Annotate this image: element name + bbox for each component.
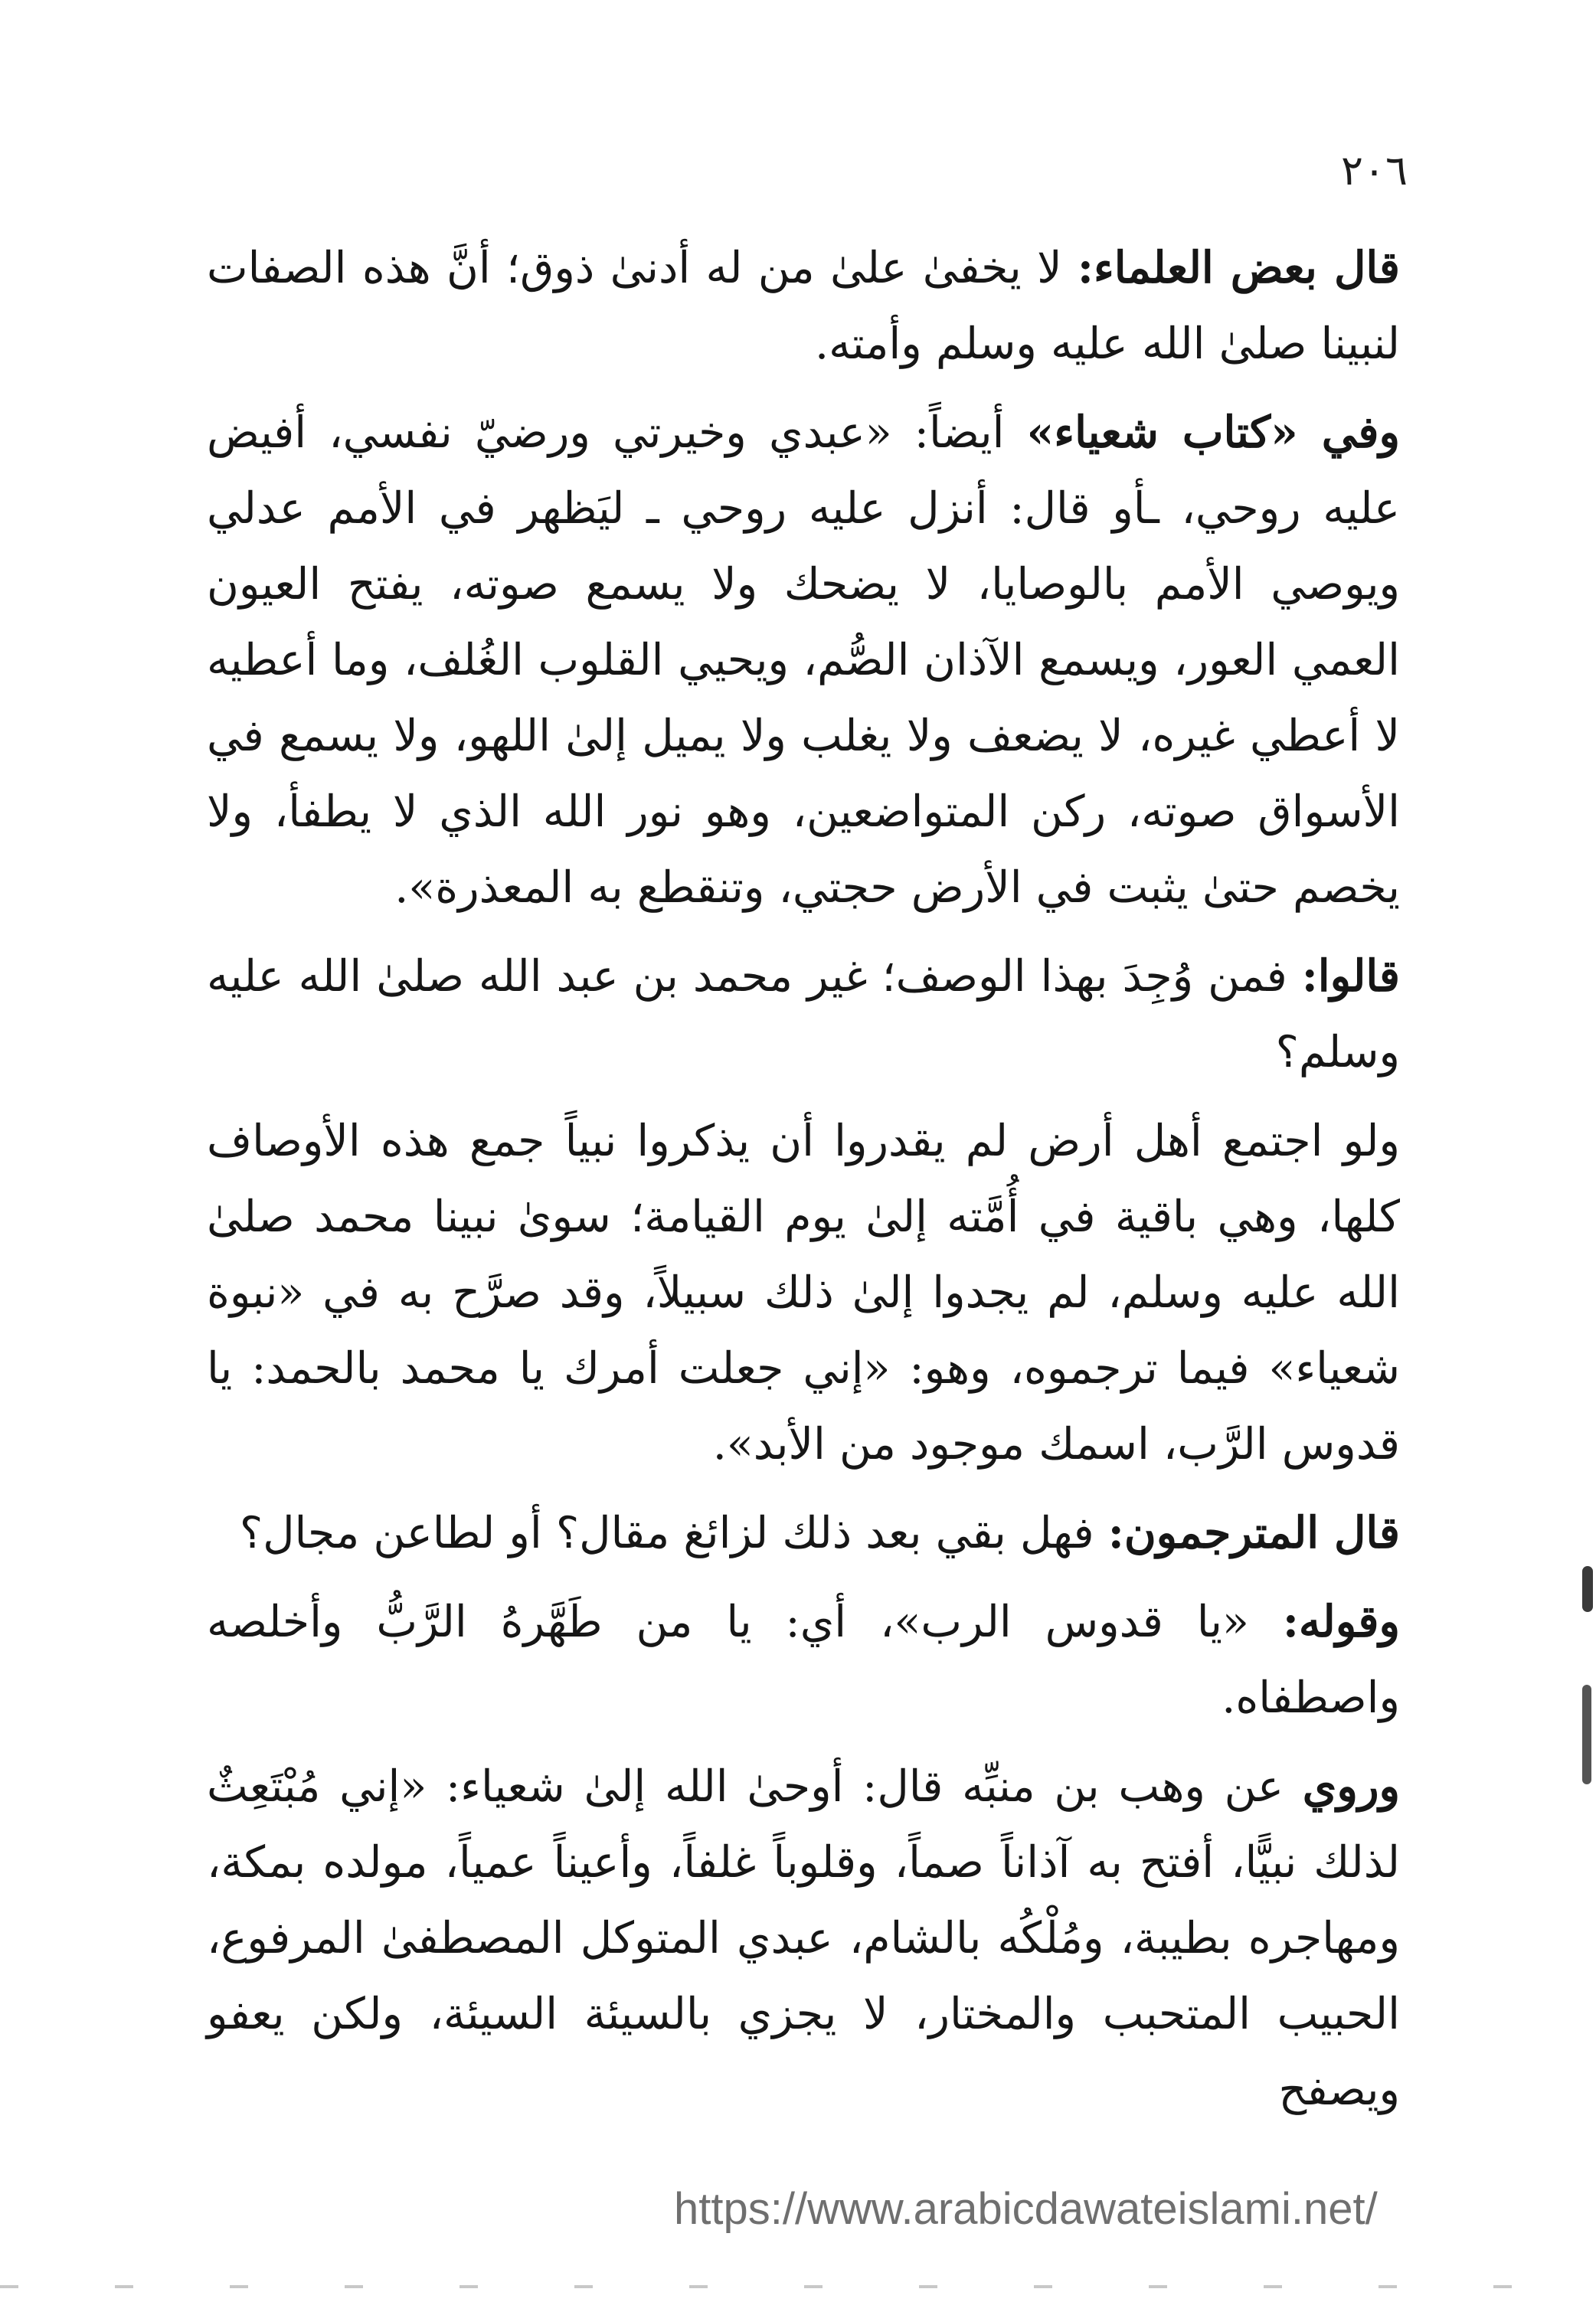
scan-bottom-noise: [0, 2285, 1596, 2288]
page-number: ٢٠٦: [1340, 146, 1408, 195]
paragraph-body: «يا قدوس الرب»، أي: يا من طَهَّرهُ الرَّبُّ وأخلصه واصطفاه.: [207, 1597, 1400, 1723]
paragraph-5: [207, 1495, 1400, 1571]
paragraph-3: [207, 938, 1400, 1091]
paragraph-body: ولو اجتمع أهل أرض لم يقدروا أن يذكروا نبياً جمع هذه الأوصاف كلها، وهي باقية في أُمَّته إلىٰ يوم القيامة؛ سوىٰ نبينا محمد صلىٰ الله عليه وسلم، لم يجدوا إلىٰ ذلك سبيلاً، وقد صرَّح به في «نبوة شعياء» فيما ترجموه، وهو: «إني جعلت أمرك يا محمد بالحمد: يا قدوس الرَّب، اسمك موجود من الأبد».: [207, 1116, 1400, 1470]
paragraph-1: [207, 230, 1400, 382]
paragraph-lead: وقوله:: [1282, 1596, 1400, 1647]
paragraph-4: [207, 1103, 1400, 1483]
paragraph-body: فهل بقي بعد ذلك لزائغ مقال؟ أو لطاعن مجال؟: [239, 1508, 1108, 1558]
paragraph-lead: قال بعض العلماء:: [1077, 242, 1400, 293]
paragraph-body: أيضاً: «عبدي وخيرتي ورضيّ نفسي، أفيض عليه روحي، ـأو قال: أنزل عليه روحي ـ ليَظهر في الأمم عدلي ويوصي الأمم بالوصايا، لا يضحك ولا يسمع صوته، يفتح العيون العمي العور، ويسمع الآذان الصُّم، ويحيي القلوب الغُلف، وما أعطيه لا أعطي غيره، لا يضعف ولا يغلب ولا يميل إلىٰ اللهو، ولا يسمع في الأسواق صوته، ركن المتواضعين، وهو نور الله الذي لا يطفأ، ولا يخصم حتىٰ يثبت في الأرض حجتي، وتنقطع به المعذرة».: [207, 407, 1400, 913]
paragraph-lead: قال المترجمون:: [1107, 1507, 1400, 1558]
paragraph-body: فمن وُجِدَ بهذا الوصف؛ غير محمد بن عبد الله صلىٰ الله عليه وسلم؟: [207, 951, 1400, 1077]
paragraph-2: [207, 394, 1400, 926]
scan-edge-mark: [1582, 1685, 1591, 1784]
text-block: [207, 230, 1400, 2140]
footer-url: https://www.arabicdawateislami.net/: [674, 2184, 1378, 2234]
paragraph-body: عن وهب بن منبِّه قال: أوحىٰ الله إلىٰ شعياء: «إني مُبْتَعِثٌ لذلك نبيًّا، أفتح به آذاناً صماً، وقلوباً غلفاً، وأعيناً عمياً، مولده بمكة، ومهاجره بطيبة، ومُلْكُه بالشام، عبدي المتوكل المصطفىٰ المرفوع، الحبيب المتحبب والمختار، لا يجزي بالسيئة السيئة، ولكن يعفو ويصفح: [207, 1761, 1400, 2115]
paragraph-lead: وفي «كتاب شعياء»: [1026, 407, 1400, 458]
paragraph-lead: وروي: [1302, 1761, 1400, 1812]
paragraph-body: لا يخفىٰ علىٰ من له أدنىٰ ذوق؛ أنَّ هذه الصفات لنبينا صلىٰ الله عليه وسلم وأمته.: [207, 243, 1400, 369]
paragraph-lead: قالوا:: [1301, 950, 1400, 1002]
scan-edge-mark: [1582, 1566, 1593, 1612]
paragraph-7: [207, 1748, 1400, 2128]
paragraph-6: [207, 1584, 1400, 1736]
